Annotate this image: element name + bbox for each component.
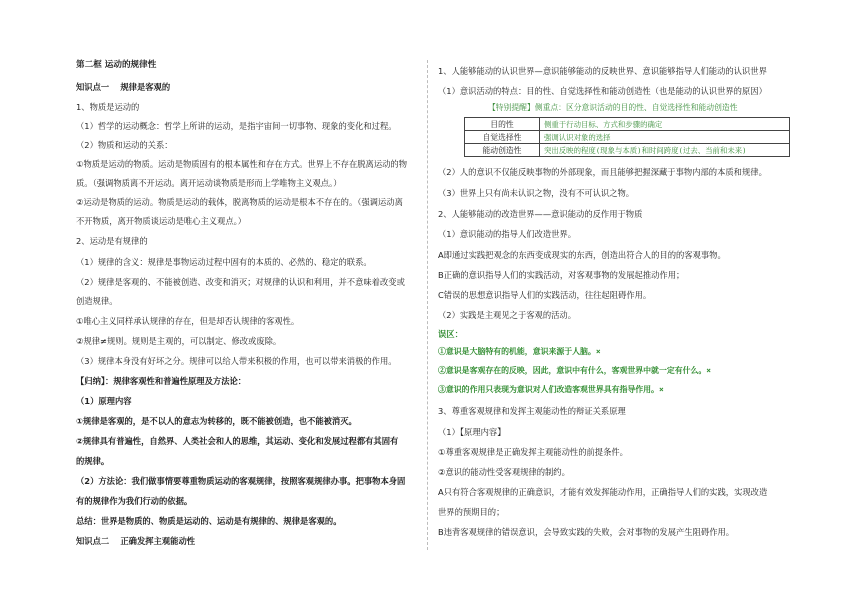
section-title: 第二框 运动的规律性 (76, 60, 157, 70)
text-line: （1）意识活动的特点：目的性、自觉选择性和能动创造性（也是能动的认识世界的原因） (438, 86, 767, 96)
table-cell-value: 强调认识对象的选择 (540, 131, 790, 144)
misconception-heading: 误区： (438, 329, 463, 339)
text-line: 不开物质，离开物质谈运动是唯心主义观点。） (76, 216, 247, 226)
text-line: （2）物质和运动的关系： (76, 140, 173, 150)
table-row (465, 131, 790, 144)
text-line: （1）【原理内容】 (438, 427, 506, 437)
text-line: （2）规律是客观的、不能被创造、改变和消灭；对规律的认识和利用，并不意味着改变或 (76, 277, 405, 287)
misconception-item: ②意识是客观存在的反映，因此，意识中有什么，客观世界中就一定有什么。× (438, 366, 712, 375)
text-line: （2）实践是主观见之于客观的活动。 (438, 310, 577, 320)
misconception-item: ③意识的作用只表现为意识对人们改造客观世界具有指导作用。× (438, 385, 664, 394)
text-line: ①规律是客观的，是不以人的意志为转移的，既不能被创造，也不能被消灭。 (76, 416, 357, 426)
special-reminder: 【特别提醒】侧重点：区分意识活动的目的性、自觉选择性和能动创造性 (488, 103, 738, 112)
text-line: B违背客观规律的错误意识，会导致实践的失败，会对事物的发展产生阻碍作用。 (438, 527, 735, 537)
table-row (465, 144, 790, 157)
table-row (465, 118, 790, 131)
text-line: 2、人能够能动的改造世界——意识能动的反作用于物质 (438, 209, 643, 219)
text-line: ②规律具有普遍性，自然界、人类社会和人的思维，其运动、变化和发展过程都有其固有 (76, 436, 399, 446)
text-line: （2）方法论：我们做事情要尊重物质运动的客观规律，按照客观规律办事。把事物本身固 (76, 476, 406, 486)
text-line: （3）世界上只有尚未认识之物，没有不可认识之物。 (438, 188, 635, 198)
misconception-item: ①意识是大脑特有的机能，意识来源于人脑。× (438, 347, 601, 356)
text-line: B正确的意识指导人们的实践活动，对客观事物的发展起推动作用； (438, 270, 685, 280)
text-line: 2、运动是有规律的 (76, 236, 148, 246)
text-line: （1）意识能动的指导人们改造世界。 (438, 229, 577, 239)
table-cell-key: 目的性 (465, 118, 540, 131)
text-line: ②运动是物质的运动。物质是运动的载体，脱离物质的运动是根本不存在的。（强调运动离 (76, 197, 403, 207)
text-line: A只有符合客观规律的正确意识，才能有效发挥能动作用，正确指导人们的实践，实现改造 (438, 487, 768, 497)
knowledge-point-2-heading: 知识点二 正确发挥主观能动性 (76, 536, 196, 546)
text-line: 有的规律作为我们行动的依据。 (76, 496, 193, 506)
text-line: A即通过实践把观念的东西变成现实的东西，创造出符合人的目的的客观事物。 (438, 250, 726, 260)
text-line: 的规律。 (76, 456, 110, 466)
text-line: ①唯心主义同样承认规律的存在，但是却否认规律的客观性。 (76, 316, 300, 326)
text-line: （1）规律的含义：规律是事物运动过程中固有的本质的、必然的、稳定的联系。 (76, 257, 372, 267)
text-line: ①尊重客观规律是正确发挥主观能动性的前提条件。 (438, 447, 628, 457)
text-line: 1、物质是运动的 (76, 102, 140, 112)
text-line: 世界的预期目的； (438, 507, 505, 517)
table-cell-key: 能动创造性 (465, 144, 540, 157)
text-line: 创造规律。 (76, 296, 118, 306)
knowledge-point-1-heading: 知识点一 规律是客观的 (76, 82, 171, 92)
text-line: ②规律≠规则。规则是主观的，可以制定、修改或废除。 (76, 336, 282, 346)
column-divider (427, 60, 428, 550)
text-line: C错误的思想意识指导人们的实践活动，往往起阻碍作用。 (438, 290, 652, 300)
table-cell-value: 突出反映的程度(现象与本质)和时间跨度(过去、当前和未来) (540, 144, 790, 157)
text-line: （2）人的意识不仅能反映事物的外部现象，而且能够把握深藏于事物内部的本质和规律。 (438, 167, 767, 177)
summary-heading: 【归纳】：规律客观性和普遍性原理及方法论： (76, 376, 247, 386)
text-line: （3）规律本身没有好坏之分。规律可以给人带来积极的作用，也可以带来消极的作用。 (76, 356, 397, 366)
text-line: 3、尊重客观规律和发挥主观能动性的辩证关系原理 (438, 406, 626, 416)
text-line: ①物质是运动的物质。运动是物质固有的根本属性和存在方式。世界上不存在脱离运动的物 (76, 159, 408, 169)
table-cell-value: 侧重于行动目标、方式和步骤的确定 (540, 118, 790, 131)
text-line: ②意识的能动性受客观规律的制约。 (438, 467, 570, 477)
text-line: （1）哲学的运动概念：哲学上所讲的运动，是指宇宙间一切事物、现象的变化和过程。 (76, 121, 397, 131)
comparison-table (464, 117, 790, 157)
conclusion-line: 总结：世界是物质的、物质是运动的、运动是有规律的、规律是客观的。 (76, 516, 342, 526)
text-line: （1）原理内容 (76, 396, 132, 406)
text-line: 质。（强调物质离不开运动。离开运动谈物质是形而上学唯物主义观点。） (76, 178, 342, 188)
text-line: 1、人能够能动的认识世界—意识能够能动的反映世界、意识能够指导人们能动的认识世界 (438, 66, 767, 76)
table-cell-key: 自觉选择性 (465, 131, 540, 144)
